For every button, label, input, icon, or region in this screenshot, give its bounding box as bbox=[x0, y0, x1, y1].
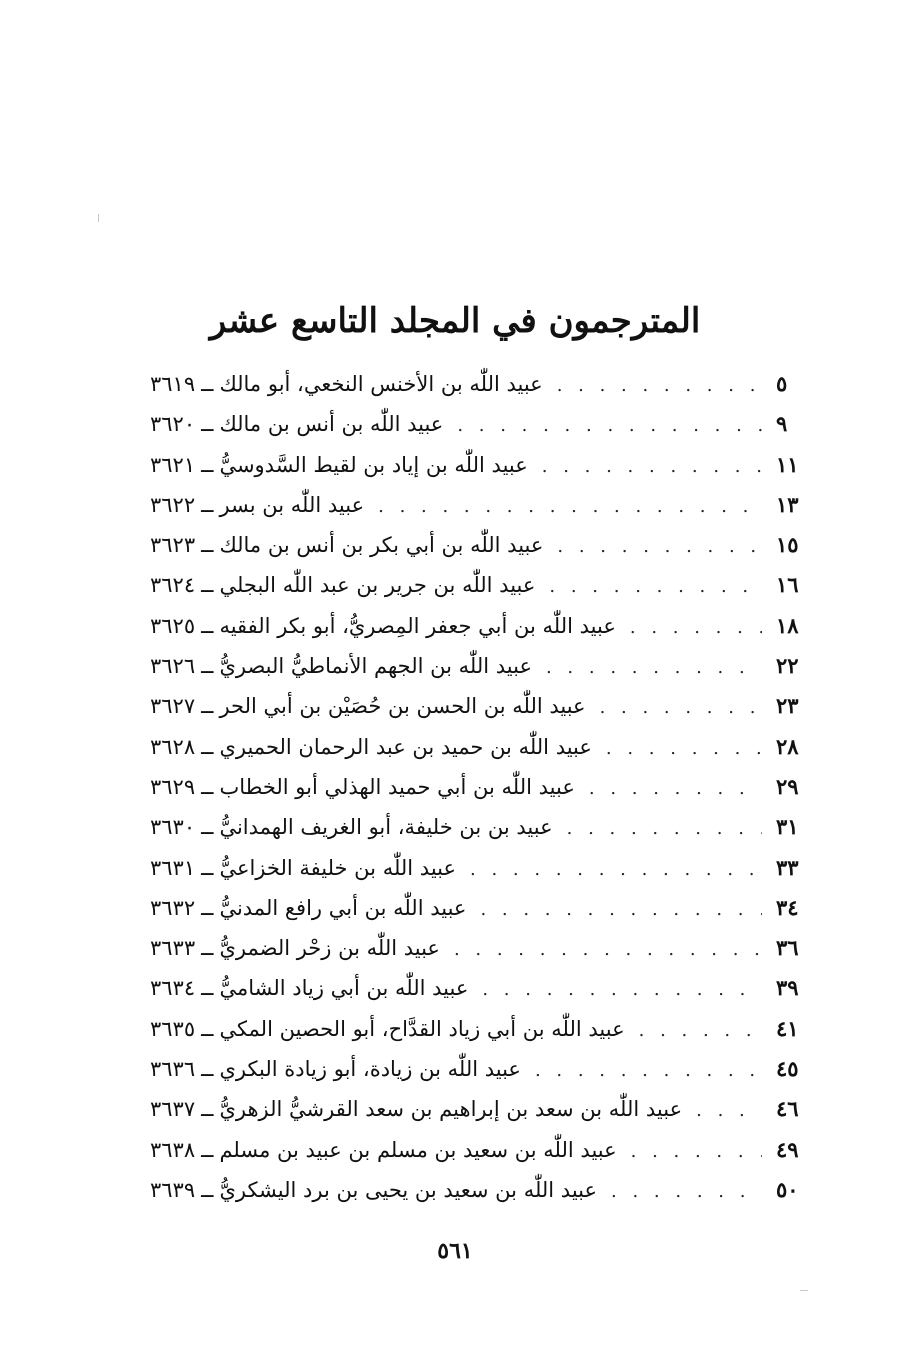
entry-dash: ــ bbox=[201, 1057, 214, 1082]
toc-entry bbox=[150, 445, 812, 485]
entry-page-number: ٥٠ bbox=[776, 1176, 799, 1202]
entry-page-number: ٣٤ bbox=[776, 894, 799, 920]
toc-entry bbox=[150, 848, 812, 888]
toc-entry bbox=[150, 767, 812, 807]
entry-page-number: ٥ bbox=[776, 371, 788, 396]
entry-name: عبيد اللّٰه بن أبي رافع المدنيُّ bbox=[219, 895, 467, 920]
entry-dash: ــ bbox=[201, 1016, 214, 1041]
scan-mark bbox=[800, 1290, 808, 1291]
entry-number: ٣٦٣٦ bbox=[150, 1057, 196, 1082]
toc-entry bbox=[150, 646, 812, 686]
entry-number: ٣٦٣٢ bbox=[150, 895, 196, 920]
entry-page-number: ١٣ bbox=[776, 491, 799, 517]
entry-name: عبيد اللّٰه بن جرير بن عبد اللّٰه البجلي bbox=[219, 573, 536, 598]
entry-page-number: ١١ bbox=[776, 451, 799, 477]
entry-name: عبيد اللّٰه بن إياد بن لقيط السَّدوسيُّ bbox=[219, 452, 528, 477]
toc-entry bbox=[150, 1009, 812, 1049]
entry-page-number: ٤٥ bbox=[776, 1056, 799, 1082]
entry-dash: ــ bbox=[201, 895, 214, 920]
entry-page-number: ١٦ bbox=[776, 572, 799, 598]
entry-page-number: ٢٢ bbox=[776, 653, 799, 679]
leader-dots bbox=[630, 608, 762, 648]
leader-dots bbox=[557, 366, 762, 406]
entry-page-number: ٣٦ bbox=[776, 935, 799, 961]
entry-number: ٣٦٢٤ bbox=[150, 573, 196, 598]
toc-entry bbox=[150, 364, 812, 404]
toc-entry bbox=[150, 888, 812, 928]
entry-dash: ــ bbox=[201, 1097, 214, 1122]
entry-dash: ــ bbox=[201, 452, 214, 477]
leader-dots bbox=[567, 809, 762, 849]
entry-page-number: ١٨ bbox=[776, 612, 799, 638]
entry-name: عبيد اللّٰه بن سعيد بن مسلم بن عبيد بن مسلم bbox=[219, 1137, 617, 1162]
toc-entry bbox=[150, 1170, 812, 1210]
entry-number: ٣٦٢٠ bbox=[150, 412, 196, 437]
entry-name: عبيد اللّٰه بن الحسن بن حُصَيْن بن أبي الحر bbox=[219, 694, 586, 719]
entry-dash: ــ bbox=[201, 1177, 214, 1202]
entry-page-number: ٩ bbox=[776, 411, 788, 437]
entry-number: ٣٦٢١ bbox=[150, 452, 196, 477]
entry-number: ٣٦٣٠ bbox=[150, 815, 196, 840]
entry-name: عبيد اللّٰه بن أبي جعفر المِصريُّ، أبو بكر الفقيه bbox=[219, 613, 616, 638]
entry-number: ٣٦٣٩ bbox=[150, 1177, 196, 1202]
toc-list bbox=[150, 364, 812, 1210]
entry-name: عبيد اللّٰه بن سعد بن إبراهيم بن سعد القرشيُّ الزهريُّ bbox=[219, 1097, 683, 1122]
entry-name: عبيد اللّٰه بن بسر bbox=[219, 492, 365, 517]
entry-dash: ــ bbox=[201, 654, 214, 679]
page-title: المترجمون في المجلد التاسع عشر bbox=[209, 300, 701, 341]
entry-name: عبيد اللّٰه بن أبي زياد القدَّاح، أبو الحصين المكي bbox=[219, 1016, 625, 1041]
entry-name: عبيد اللّٰه بن خليفة الخزاعيُّ bbox=[219, 855, 457, 880]
entry-page-number: ٣٩ bbox=[776, 975, 799, 1001]
toc-entry bbox=[150, 606, 812, 646]
toc-entry bbox=[150, 404, 812, 444]
leader-dots bbox=[535, 1051, 762, 1091]
leader-dots bbox=[454, 930, 762, 970]
entry-dash: ــ bbox=[201, 815, 214, 840]
entry-dash: ــ bbox=[201, 533, 214, 558]
entry-number: ٣٦٢٢ bbox=[150, 492, 196, 517]
entry-name: عبيد اللّٰه بن أبي حميد الهذلي أبو الخطاب bbox=[219, 774, 575, 799]
entry-name: عبيد اللّٰه بن سعيد بن يحيى بن برد اليشكريُّ bbox=[219, 1177, 598, 1202]
entry-name: عبيد اللّٰه بن زيادة، أبو زيادة البكري bbox=[219, 1057, 521, 1082]
toc-entry bbox=[150, 1049, 812, 1089]
toc-entry bbox=[150, 525, 812, 565]
entry-name: عبيد اللّٰه بن حميد بن عبد الرحمان الحميري bbox=[219, 734, 592, 759]
entry-page-number: ٣٣ bbox=[776, 854, 799, 880]
toc-entry bbox=[150, 727, 812, 767]
entry-number: ٣٦٣٥ bbox=[150, 1016, 196, 1041]
toc-entry bbox=[150, 807, 812, 847]
entry-dash: ــ bbox=[201, 573, 214, 598]
entry-dash: ــ bbox=[201, 774, 214, 799]
entry-dash: ــ bbox=[201, 412, 214, 437]
leader-dots bbox=[606, 729, 762, 769]
entry-number: ٣٦٣٨ bbox=[150, 1137, 196, 1162]
entry-page-number: ٣١ bbox=[776, 814, 799, 840]
toc-entry bbox=[150, 1130, 812, 1170]
leader-dots bbox=[378, 487, 762, 527]
entry-number: ٣٦٢٩ bbox=[150, 774, 196, 799]
entry-name: عبيد اللّٰه بن زحْر الضمريُّ bbox=[219, 936, 440, 961]
toc-entry bbox=[150, 968, 812, 1008]
entry-page-number: ٤٦ bbox=[776, 1096, 799, 1122]
leader-dots bbox=[457, 406, 762, 446]
leader-dots bbox=[557, 527, 762, 567]
entry-number: ٣٦٣٧ bbox=[150, 1097, 196, 1122]
toc-entry bbox=[150, 565, 812, 605]
entry-dash: ــ bbox=[201, 976, 214, 1001]
toc-entry bbox=[150, 686, 812, 726]
entry-page-number: ٢٩ bbox=[776, 773, 799, 799]
entry-page-number: ٢٨ bbox=[776, 733, 799, 759]
entry-name: عبيد اللّٰه بن أبي بكر بن أنس بن مالك bbox=[219, 533, 544, 558]
entry-number: ٣٦٣٤ bbox=[150, 976, 196, 1001]
entry-dash: ــ bbox=[201, 492, 214, 517]
entry-dash: ــ bbox=[201, 694, 214, 719]
leader-dots bbox=[600, 688, 762, 728]
entry-name: عبيد اللّٰه بن الأخنس النخعي، أبو مالك bbox=[219, 372, 543, 396]
entry-name: عبيد اللّٰه بن أنس بن مالك bbox=[219, 412, 444, 437]
leader-dots bbox=[639, 1011, 762, 1051]
entry-number: ٣٦٣١ bbox=[150, 855, 196, 880]
entry-dash: ــ bbox=[201, 613, 214, 638]
entry-page-number: ٤١ bbox=[776, 1015, 799, 1041]
entry-number: ٣٦٣٣ bbox=[150, 936, 196, 961]
entry-dash: ــ bbox=[201, 1137, 214, 1162]
toc-entry bbox=[150, 485, 812, 525]
toc-entry bbox=[150, 928, 812, 968]
entry-number: ٣٦٢٥ bbox=[150, 613, 196, 638]
entry-name: عبيد بن بن خليفة، أبو الغريف الهمدانيُّ bbox=[219, 815, 553, 840]
leader-dots bbox=[611, 1172, 762, 1212]
toc-entry bbox=[150, 1089, 812, 1129]
entry-number: ٣٦٢٧ bbox=[150, 694, 196, 719]
entry-name: عبيد اللّٰه بن الجهم الأنماطيُّ البصريُّ bbox=[219, 654, 532, 679]
entry-number: ٣٦٢٦ bbox=[150, 654, 196, 679]
entry-page-number: ٤٩ bbox=[776, 1136, 799, 1162]
leader-dots bbox=[546, 648, 762, 688]
entry-name: عبيد اللّٰه بن أبي زياد الشاميُّ bbox=[219, 976, 469, 1001]
entry-page-number: ١٥ bbox=[776, 532, 799, 558]
entry-number: ٣٦٢٣ bbox=[150, 533, 196, 558]
entry-dash: ــ bbox=[201, 855, 214, 880]
leader-dots bbox=[549, 567, 762, 607]
entry-number: ٣٦١٩ bbox=[150, 372, 196, 396]
leader-dots bbox=[696, 1091, 762, 1131]
leader-dots bbox=[631, 1132, 762, 1172]
entry-page-number: ٢٣ bbox=[776, 693, 799, 719]
leader-dots bbox=[589, 769, 762, 809]
leader-dots bbox=[480, 890, 762, 930]
scan-mark bbox=[98, 214, 99, 222]
page-number: ٥٦١ bbox=[437, 1238, 473, 1264]
entry-number: ٣٦٢٨ bbox=[150, 734, 196, 759]
leader-dots bbox=[470, 850, 762, 890]
entry-dash: ــ bbox=[201, 936, 214, 961]
leader-dots bbox=[542, 447, 762, 487]
entry-dash: ــ bbox=[201, 372, 214, 396]
leader-dots bbox=[482, 970, 762, 1010]
entry-dash: ــ bbox=[201, 734, 214, 759]
